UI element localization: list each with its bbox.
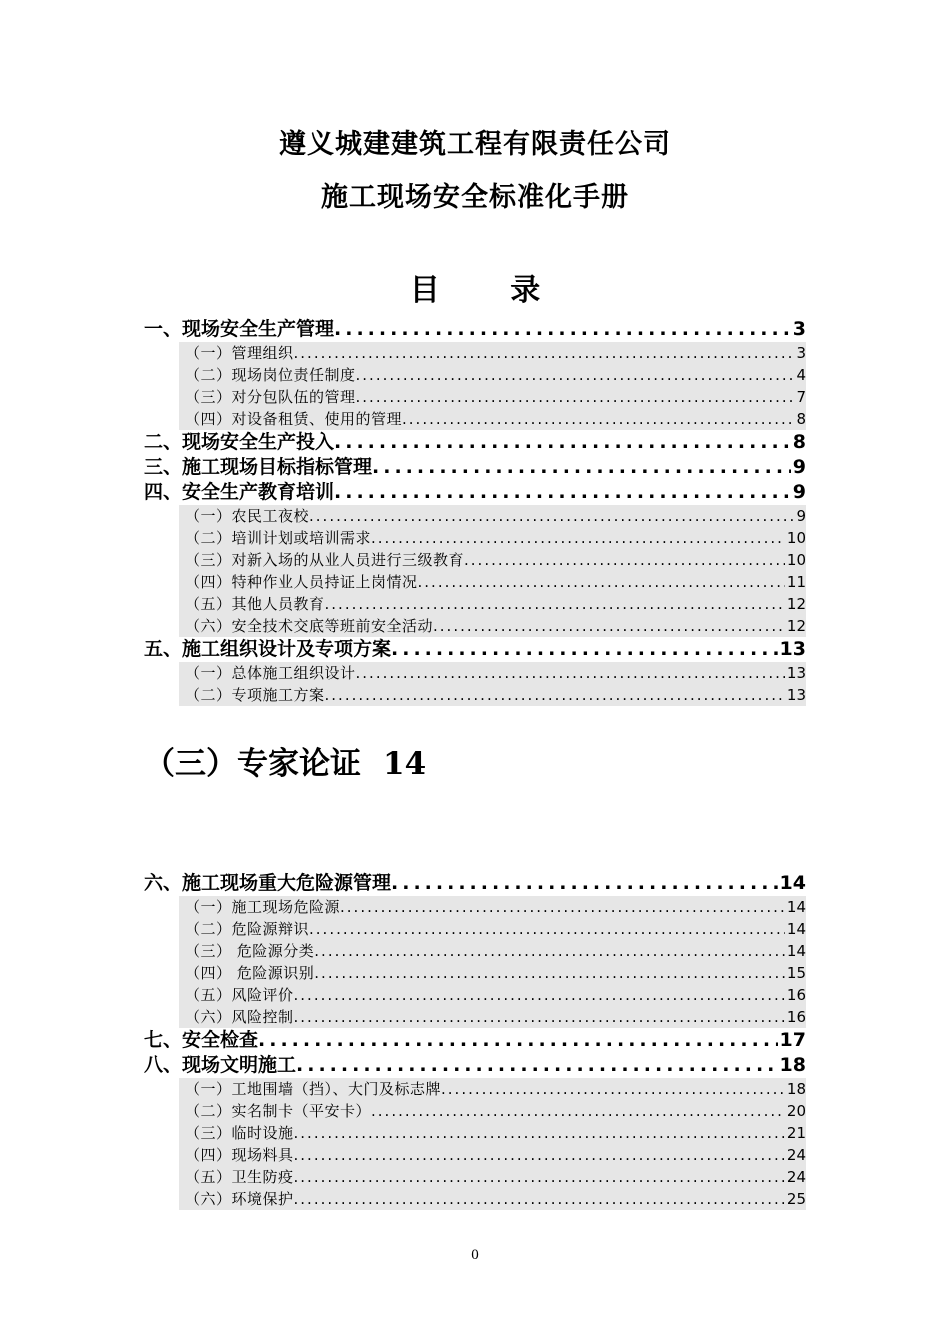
dot-leader bbox=[391, 637, 778, 662]
dot-leader bbox=[402, 408, 794, 430]
toc-section-entry[interactable] bbox=[179, 1166, 806, 1188]
toc-chapter-entry[interactable] bbox=[144, 871, 806, 896]
toc-entry-label: （一）管理组织 bbox=[185, 344, 294, 362]
toc-entry-page: 11 bbox=[786, 573, 806, 591]
manual-title: 施工现场安全标准化手册 bbox=[321, 182, 629, 213]
toc-entry-page: 9 bbox=[792, 481, 806, 503]
toc-entry-page: 18 bbox=[779, 1054, 806, 1076]
toc-entry-page: 13 bbox=[779, 638, 806, 660]
toc-entry-label: （二）培训计划或培训需求 bbox=[185, 529, 372, 547]
toc-entry-page: 10 bbox=[786, 551, 806, 569]
dot-leader bbox=[464, 549, 785, 571]
toc-section-entry[interactable] bbox=[179, 896, 806, 918]
toc-entry-label: （四）对设备租赁、使用的管理 bbox=[185, 410, 403, 428]
toc-section-entry[interactable] bbox=[179, 549, 806, 571]
expert-review-page: 14 bbox=[383, 746, 427, 782]
toc-entry-page: 24 bbox=[786, 1146, 806, 1164]
dot-leader bbox=[433, 615, 785, 637]
dot-leader bbox=[325, 593, 785, 615]
toc-entry-page: 17 bbox=[779, 1029, 806, 1051]
toc-section-entry[interactable] bbox=[179, 364, 806, 386]
toc-entry-label: （六）环境保护 bbox=[185, 1190, 294, 1208]
toc-entry-label: （五）卫生防疫 bbox=[185, 1168, 294, 1186]
dot-leader bbox=[294, 342, 795, 364]
dot-leader bbox=[294, 984, 785, 1006]
toc-section-entry[interactable] bbox=[179, 1122, 806, 1144]
toc-entry-label: （六）风险控制 bbox=[185, 1008, 294, 1026]
toc-section-entry[interactable] bbox=[179, 918, 806, 940]
dot-leader bbox=[294, 1006, 785, 1028]
dot-leader bbox=[258, 1028, 778, 1053]
toc-section-entry[interactable] bbox=[179, 1144, 806, 1166]
toc-entry-label: （二）实名制卡（平安卡） bbox=[185, 1102, 372, 1120]
dot-leader bbox=[418, 571, 785, 593]
toc-entry-page: 25 bbox=[786, 1190, 806, 1208]
toc-entry-page: 14 bbox=[779, 872, 806, 894]
dot-leader bbox=[309, 918, 785, 940]
toc-entry-page: 12 bbox=[786, 617, 806, 635]
toc-entry-page: 14 bbox=[786, 942, 806, 960]
toc-entry-label: （一）工地围墙（挡）、大门及标志牌 bbox=[185, 1080, 442, 1098]
toc-entry-label: （四） 危险源识别 bbox=[185, 964, 315, 982]
toc-entry-page: 3 bbox=[792, 318, 806, 340]
toc-entry-label: （五）其他人员教育 bbox=[185, 595, 325, 613]
toc-section-entry[interactable] bbox=[179, 342, 806, 364]
dot-leader bbox=[441, 1078, 785, 1100]
toc-section-entry[interactable] bbox=[179, 408, 806, 430]
toc-entry-label: （一）施工现场危险源 bbox=[185, 898, 341, 916]
expert-review-heading bbox=[144, 738, 426, 783]
toc-section-entry[interactable] bbox=[179, 962, 806, 984]
toc-section-entry[interactable] bbox=[179, 1100, 806, 1122]
toc-entry-label: （三）临时设施 bbox=[185, 1124, 294, 1142]
toc-entry-label: （六）安全技术交底等班前安全活动 bbox=[185, 617, 434, 635]
toc-entry-page: 7 bbox=[796, 388, 806, 406]
dot-leader bbox=[371, 527, 785, 549]
dot-leader bbox=[325, 684, 785, 706]
dot-leader bbox=[372, 455, 791, 480]
dot-leader bbox=[334, 480, 791, 505]
toc-entry-page: 24 bbox=[786, 1168, 806, 1186]
toc-section-entry[interactable] bbox=[179, 571, 806, 593]
dot-leader bbox=[356, 386, 795, 408]
page-number: 0 bbox=[471, 1247, 479, 1263]
dot-leader bbox=[340, 896, 785, 918]
toc-entry-page: 15 bbox=[786, 964, 806, 982]
toc-section-entry[interactable] bbox=[179, 984, 806, 1006]
toc-section-entry[interactable] bbox=[179, 1188, 806, 1210]
dot-leader bbox=[314, 940, 785, 962]
toc-entry-label: 三、施工现场目标指标管理 bbox=[144, 456, 373, 478]
dot-leader bbox=[294, 1144, 785, 1166]
toc-entry-page: 12 bbox=[786, 595, 806, 613]
toc-entry-page: 16 bbox=[786, 1008, 806, 1026]
toc-entry-label: 六、施工现场重大危险源管理 bbox=[144, 872, 392, 894]
toc-chapter-entry[interactable] bbox=[144, 637, 806, 662]
toc-section-entry[interactable] bbox=[179, 1078, 806, 1100]
toc-entry-label: 八、现场文明施工 bbox=[144, 1054, 297, 1076]
toc-chapter-entry[interactable] bbox=[144, 480, 806, 505]
toc-section-entry[interactable] bbox=[179, 505, 806, 527]
toc-entry-label: （二）专项施工方案 bbox=[185, 686, 325, 704]
toc-section-entry[interactable] bbox=[179, 940, 806, 962]
company-name: 遵义城建建筑工程有限责任公司 bbox=[279, 129, 671, 160]
toc-section-entry[interactable] bbox=[179, 593, 806, 615]
toc-entry-label: 五、施工组织设计及专项方案 bbox=[144, 638, 392, 660]
dot-leader bbox=[356, 364, 795, 386]
toc-entry-label: 一、现场安全生产管理 bbox=[144, 318, 335, 340]
toc-entry-label: （二）危险源辩识 bbox=[185, 920, 310, 938]
toc-chapter-entry[interactable] bbox=[144, 1053, 806, 1078]
toc-entry-page: 8 bbox=[792, 431, 806, 453]
toc-chapter-entry[interactable] bbox=[144, 1028, 806, 1053]
toc-entry-page: 18 bbox=[786, 1080, 806, 1098]
dot-leader bbox=[294, 1122, 785, 1144]
dot-leader bbox=[371, 1100, 785, 1122]
expert-review-label: （三）专家论证 bbox=[144, 746, 361, 782]
toc-entry-label: （四）现场料具 bbox=[185, 1146, 294, 1164]
toc-entry-page: 9 bbox=[792, 456, 806, 478]
dot-leader bbox=[309, 505, 794, 527]
toc-section-b bbox=[144, 871, 806, 1210]
toc-entry-page: 8 bbox=[796, 410, 806, 428]
dot-leader bbox=[356, 662, 785, 684]
toc-entry-label: 二、现场安全生产投入 bbox=[144, 431, 335, 453]
toc-entry-label: （四）特种作业人员持证上岗情况 bbox=[185, 573, 418, 591]
dot-leader bbox=[296, 1053, 778, 1078]
toc-entry-page: 10 bbox=[786, 529, 806, 547]
dot-leader bbox=[314, 962, 785, 984]
toc-section-entry[interactable] bbox=[179, 615, 806, 637]
toc-entry-page: 21 bbox=[786, 1124, 806, 1142]
toc-entry-page: 14 bbox=[786, 898, 806, 916]
toc-section-entry[interactable] bbox=[179, 662, 806, 684]
toc-entry-label: 四、安全生产教育培训 bbox=[144, 481, 335, 503]
dot-leader bbox=[294, 1188, 785, 1210]
toc-chapter-entry[interactable] bbox=[144, 430, 806, 455]
toc-entry-page: 9 bbox=[796, 507, 806, 525]
toc-entry-label: （一）农民工夜校 bbox=[185, 507, 310, 525]
dot-leader bbox=[294, 1166, 785, 1188]
dot-leader bbox=[334, 317, 791, 342]
toc-entry-label: （二）现场岗位责任制度 bbox=[185, 366, 356, 384]
toc-section-entry[interactable] bbox=[179, 386, 806, 408]
toc-entry-page: 3 bbox=[796, 344, 806, 362]
toc-section-a bbox=[144, 317, 806, 706]
toc-heading: 目 录 bbox=[409, 273, 571, 308]
toc-entry-label: （三）对分包队伍的管理 bbox=[185, 388, 356, 406]
toc-entry-label: （一）总体施工组织设计 bbox=[185, 664, 356, 682]
dot-leader bbox=[334, 430, 791, 455]
toc-entry-page: 13 bbox=[786, 664, 806, 682]
toc-entry-page: 4 bbox=[796, 366, 806, 384]
toc-entry-page: 14 bbox=[786, 920, 806, 938]
toc-chapter-entry[interactable] bbox=[144, 455, 806, 480]
toc-entry-page: 20 bbox=[786, 1102, 806, 1120]
toc-entry-label: （三） 危险源分类 bbox=[185, 942, 315, 960]
toc-section-entry[interactable] bbox=[179, 684, 806, 706]
toc-section-entry[interactable] bbox=[179, 527, 806, 549]
toc-section-entry[interactable] bbox=[179, 1006, 806, 1028]
toc-entry-page: 13 bbox=[786, 686, 806, 704]
toc-entry-label: 七、安全检查 bbox=[144, 1029, 259, 1051]
toc-chapter-entry[interactable] bbox=[144, 317, 806, 342]
toc-entry-label: （三）对新入场的从业人员进行三级教育 bbox=[185, 551, 465, 569]
dot-leader bbox=[391, 871, 778, 896]
toc-entry-label: （五）风险评价 bbox=[185, 986, 294, 1004]
toc-entry-page: 16 bbox=[786, 986, 806, 1004]
